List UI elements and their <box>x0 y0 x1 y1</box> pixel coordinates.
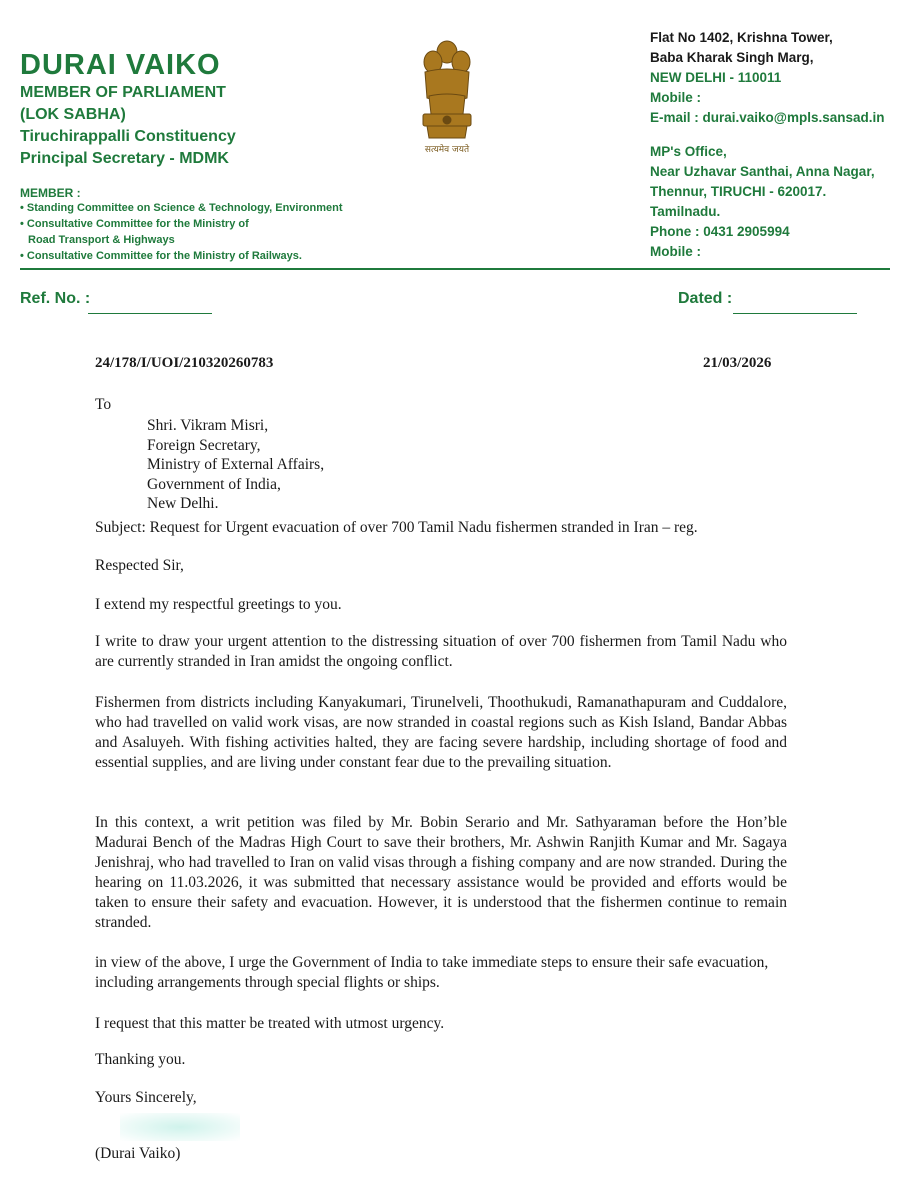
paragraph-greeting: I extend my respectful greetings to you. <box>95 596 342 613</box>
member-item: • Consultative Committee for the Ministry of Railways. <box>20 250 302 262</box>
signature-redaction <box>120 1113 240 1141</box>
letterhead-left <box>20 48 342 264</box>
thanks-line: Thanking you. <box>95 1051 186 1068</box>
salutation: Respected Sir, <box>95 557 184 574</box>
closing-line: Yours Sincerely, <box>95 1089 197 1106</box>
office-phone: Phone : 0431 2905994 <box>650 224 790 239</box>
dated-underline <box>733 313 857 314</box>
paragraph-petition: In this context, a writ petition was filed by Mr. Bobin Serario and Mr. Sathyaraman before the Hon’ble Madurai Bench of the Madras High Court to save their brothers, Mr. Ashwin Ranjith Kumar and Mr. Sagaya Jenishraj, who had travelled to Iran on valid visas through a fishing company and are now stranded. During the hearing on 11.03.2026, it was submitted that necessary assistance would be provided and efforts would be taken to ensure their safety and evacuation. However, it is understood that the fishermen continue to remain stranded. <box>95 814 787 931</box>
email: E-mail : durai.vaiko@mpls.sansad.in <box>650 110 885 125</box>
letterhead-right <box>650 28 884 262</box>
office-line2: Thennur, TIRUCHI - 620017. <box>650 184 827 199</box>
sender-house: (LOK SABHA) <box>20 106 126 123</box>
sender-party-role: Principal Secretary - MDMK <box>20 150 229 167</box>
recipient-name: Shri. Vikram Misri, <box>147 417 269 434</box>
sender-title: MEMBER OF PARLIAMENT <box>20 84 226 101</box>
ref-label: Ref. No. : <box>20 290 91 307</box>
subject-line: Subject: Request for Urgent evacuation of over 700 Tamil Nadu fishermen stranded in Iran – reg. <box>95 519 698 536</box>
office-title: MP's Office, <box>650 144 727 159</box>
signer-name: (Durai Vaiko) <box>95 1145 181 1162</box>
recipient-address <box>147 416 324 514</box>
reference-number: 24/178/I/UOI/210320260783 <box>95 355 274 371</box>
paragraph-intro: I write to draw your urgent attention to the distressing situation of over 700 fishermen from Tamil Nadu who are currently stranded in Iran amidst the ongoing conflict. <box>95 633 787 670</box>
office-line3: Tamilnadu. <box>650 204 721 219</box>
header-divider <box>20 268 890 270</box>
paragraph-urgency: I request that this matter be treated with utmost urgency. <box>95 1015 445 1032</box>
delhi-address-line2: Baba Kharak Singh Marg, <box>650 50 814 65</box>
recipient-govt: Government of India, <box>147 475 281 493</box>
delhi-address-line1: Flat No 1402, Krishna Tower, <box>650 30 833 45</box>
ref-underline <box>88 313 212 314</box>
sender-name: DURAI VAIKO <box>20 49 221 81</box>
office-line1: Near Uzhavar Santhai, Anna Nagar, <box>650 164 875 179</box>
paragraph-situation: Fishermen from districts including Kanyakumari, Tirunelveli, Thoothukudi, Ramanathapuram and Cuddalore, who had travelled on valid work visas, are now stranded in coastal regions such as Kish Island, Bandar Abbas and Asaluyeh. With fishing activities halted, they are facing severe hardship, including shortage of food and essential supplies, and are living under constant fear due to the prevailing situation. <box>95 694 787 771</box>
paragraph-request: in view of the above, I urge the Government of India to take immediate steps to ensure their safe evacuation, including arrangements through special flights or ships. <box>95 954 769 991</box>
recipient-designation: Foreign Secretary, <box>147 436 261 454</box>
member-item: • Standing Committee on Science & Technology, Environment <box>20 202 343 214</box>
member-item: Road Transport & Highways <box>28 234 175 246</box>
dated-label: Dated : <box>678 290 733 307</box>
letter-date: 21/03/2026 <box>703 355 772 371</box>
recipient-city: New Delhi. <box>147 495 219 512</box>
mobile-delhi: Mobile : <box>650 90 701 105</box>
sender-constituency: Tiruchirappalli Constituency <box>20 128 236 145</box>
mobile-office: Mobile : <box>650 244 701 259</box>
emblem-motto: सत्यमेव जयते <box>424 145 470 155</box>
member-heading: MEMBER : <box>20 186 81 200</box>
national-emblem-icon <box>415 38 479 158</box>
member-item: • Consultative Committee for the Ministry of <box>20 218 249 230</box>
delhi-city: NEW DELHI - 110011 <box>650 70 782 85</box>
to-label: To <box>95 396 112 413</box>
recipient-ministry: Ministry of External Affairs, <box>147 456 325 473</box>
